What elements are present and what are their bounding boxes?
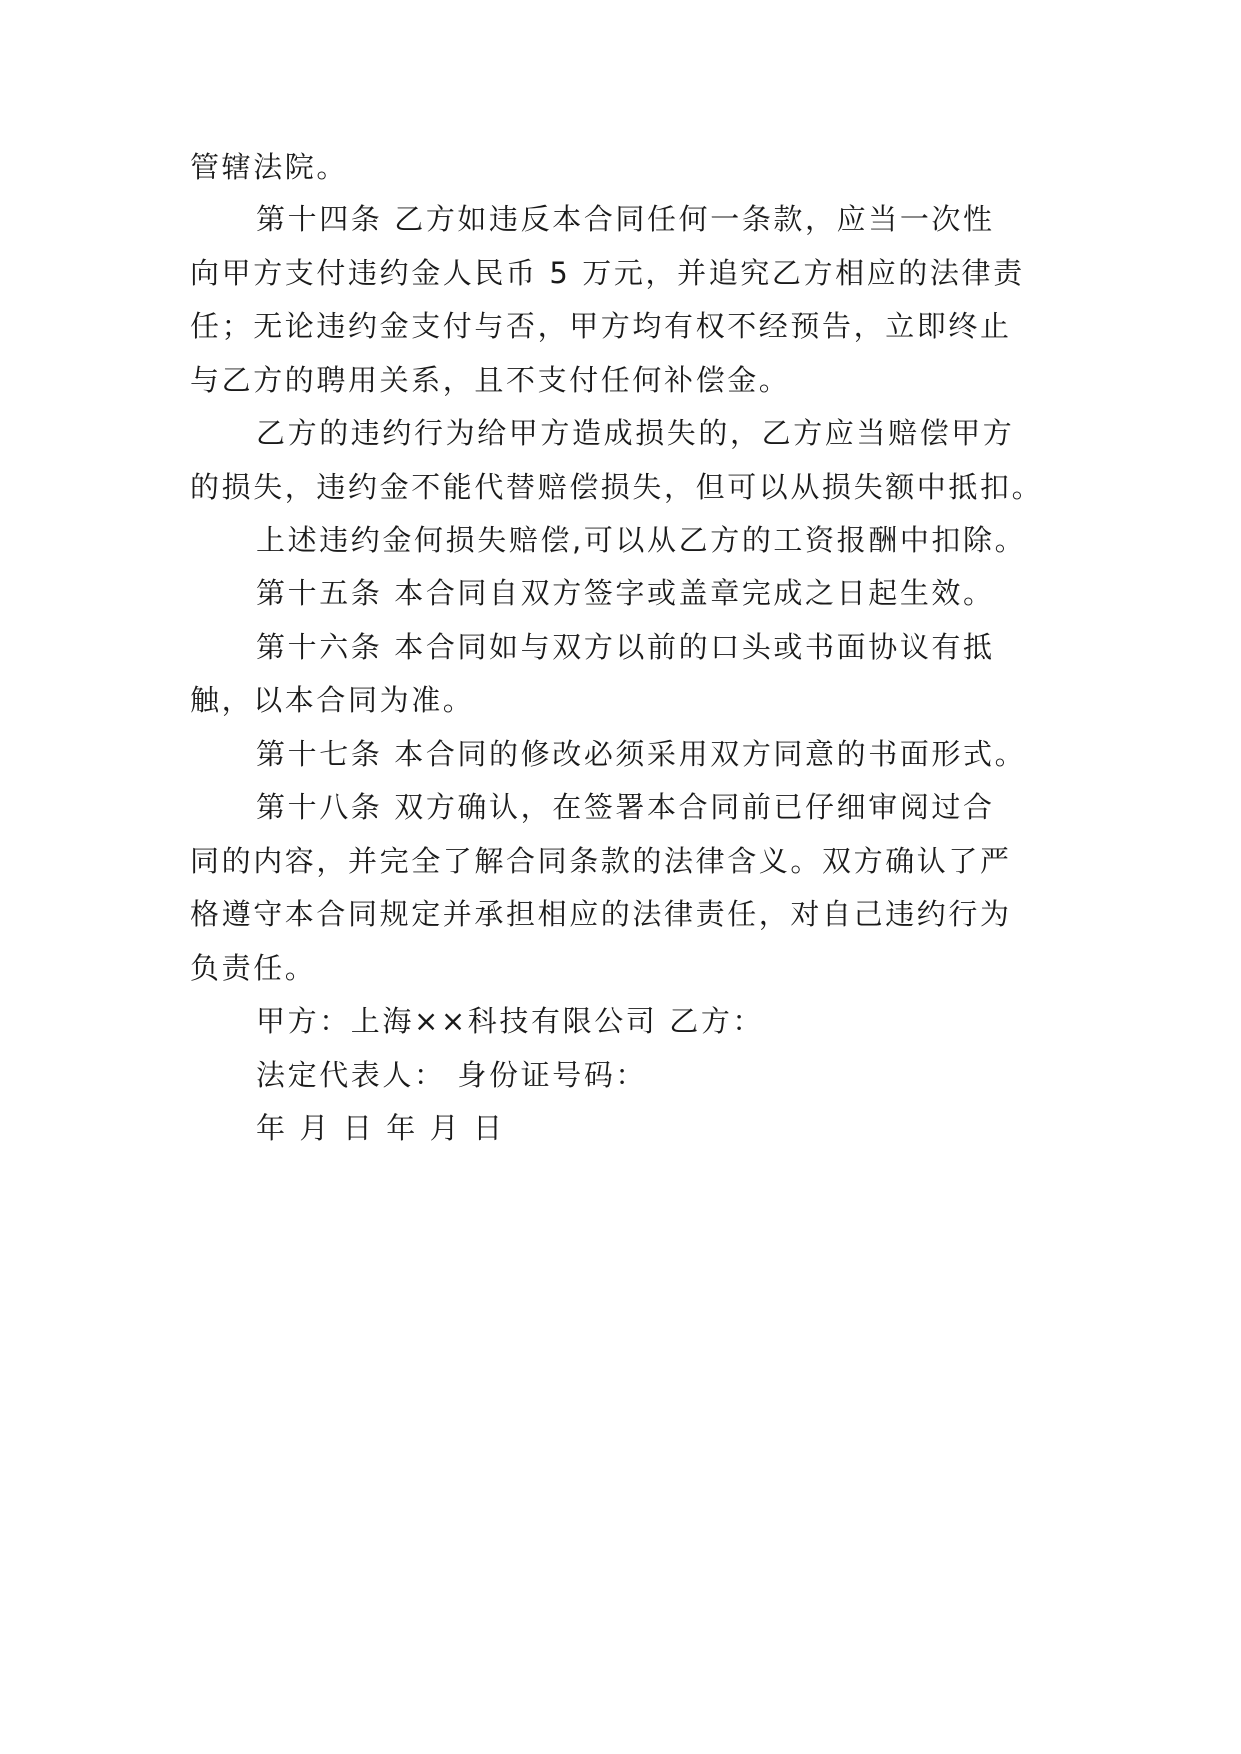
text-line: 负责任。 [190, 951, 317, 985]
article-18-heading-line: 第十八条 双方确认，在签署本合同前已仔细审阅过合 [256, 790, 995, 824]
signature-date-line: 年 月 日 年 月 日 [256, 1111, 505, 1145]
article-16-heading-line: 第十六条 本合同如与双方以前的口头或书面协议有抵 [256, 630, 995, 664]
text-line: 向甲方支付违约金人民币 5 万元，并追究乙方相应的法律责 [190, 256, 1025, 290]
text-line: 触，以本合同为准。 [190, 683, 475, 717]
text-line: 乙方的违约行为给甲方造成损失的，乙方应当赔偿甲方 [256, 416, 1015, 450]
text-line: 管辖法院。 [190, 150, 349, 184]
text-line: 与乙方的聘用关系，且不支付任何补偿金。 [190, 363, 791, 397]
signature-representative-line: 法定代表人： 身份证号码： [256, 1058, 648, 1092]
text-line: 上述违约金何损失赔偿,可以从乙方的工资报酬中扣除。 [256, 523, 1027, 557]
article-15-line: 第十五条 本合同自双方签字或盖章完成之日起生效。 [256, 576, 995, 610]
signature-parties-line: 甲方：上海××科技有限公司 乙方： [256, 1004, 765, 1038]
text-line: 同的内容，并完全了解合同条款的法律含义。双方确认了严 [190, 844, 1012, 878]
article-17-line: 第十七条 本合同的修改必须采用双方同意的书面形式。 [256, 737, 1027, 771]
text-line: 的损失，违约金不能代替赔偿损失，但可以从损失额中抵扣。 [190, 470, 1044, 504]
text-line: 格遵守本合同规定并承担相应的法律责任，对自己违约行为 [190, 897, 1012, 931]
text-line: 任；无论违约金支付与否，甲方均有权不经预告，立即终止 [190, 309, 1012, 343]
article-14-heading-line: 第十四条 乙方如违反本合同任何一条款，应当一次性 [256, 202, 995, 236]
